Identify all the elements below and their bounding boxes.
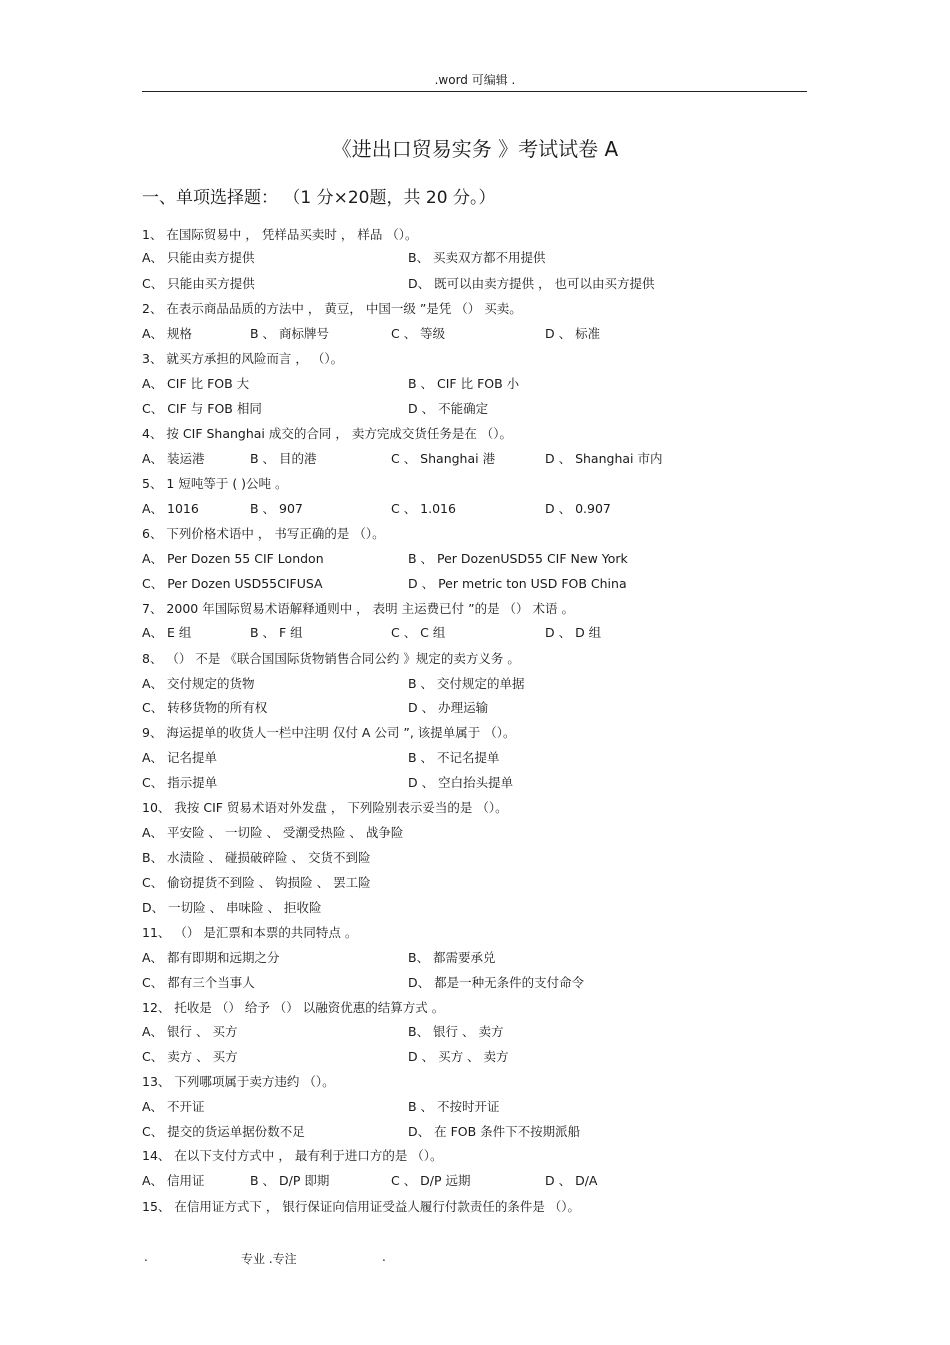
answer-option: A、 Per Dozen 55 CIF London — [142, 551, 324, 566]
question-text: 15、 在信用证方式下 ， 银行保证向信用证受益人履行付款责任的条件是 （）。 — [142, 1199, 581, 1214]
answer-option: D 、 买方 、 卖方 — [408, 1049, 509, 1064]
answer-option: D 、 Shanghai 市内 — [545, 451, 663, 466]
answer-option: A、 都有即期和远期之分 — [142, 950, 280, 965]
answer-option: C、 只能由买方提供 — [142, 276, 255, 291]
question-text: 8、 （） 不是 《联合国国际货物销售合同公约 》规定的卖方义务 。 — [142, 651, 520, 666]
footer-right-dot: . — [382, 1250, 386, 1264]
question-text: 2、 在表示商品品质的方法中 ， 黄豆， 中国一级 ”是凭 （） 买卖。 — [142, 301, 522, 316]
question-text: 6、 下列价格术语中 ， 书写正确的是 （）。 — [142, 526, 385, 541]
answer-option: A、 信用证 — [142, 1173, 205, 1188]
answer-option: B、 都需要承兑 — [408, 950, 496, 965]
answer-option: D 、 办理运输 — [408, 700, 489, 715]
answer-option: D 、 空白抬头提单 — [408, 775, 514, 790]
question-text: 3、 就买方承担的风险而言 ， （）。 — [142, 351, 344, 366]
answer-option: B 、 目的港 — [250, 451, 317, 466]
answer-option: A、 交付规定的货物 — [142, 676, 255, 691]
header-rule — [142, 91, 807, 92]
answer-option: D、 在 FOB 条件下不按期派船 — [408, 1124, 581, 1139]
section-heading: 一、单项选择题： （1 分×20题，共 20 分。） — [142, 188, 496, 208]
answer-option: A、 银行 、 买方 — [142, 1024, 238, 1039]
answer-option: C、 提交的货运单据份数不足 — [142, 1124, 305, 1139]
answer-option: C 、 Shanghai 港 — [391, 451, 496, 466]
footer-left-dot: . — [144, 1250, 148, 1264]
answer-option: B、 买卖双方都不用提供 — [408, 250, 546, 265]
question-text: 5、 1 短吨等于 ( )公吨 。 — [142, 476, 288, 491]
answer-option: D 、 0.907 — [545, 501, 611, 516]
answer-option: D 、 不能确定 — [408, 401, 489, 416]
footer-text: 专业 .专注 — [241, 1252, 297, 1266]
answer-option: C、 CIF 与 FOB 相同 — [142, 401, 262, 416]
answer-option: C、 转移货物的所有权 — [142, 700, 268, 715]
answer-option: D 、 标准 — [545, 326, 601, 341]
question-text: 4、 按 CIF Shanghai 成交的合同 ， 卖方完成交货任务是在 （）。 — [142, 426, 513, 441]
answer-option: C 、 1.016 — [391, 501, 456, 516]
answer-option: B 、 不记名提单 — [408, 750, 500, 765]
answer-option: C、 卖方 、 买方 — [142, 1049, 238, 1064]
answer-option: D、 既可以由卖方提供 ， 也可以由买方提供 — [408, 276, 655, 291]
answer-option: B 、 F 组 — [250, 625, 303, 640]
answer-option: B 、 Per DozenUSD55 CIF New York — [408, 551, 628, 566]
question-text: 13、 下列哪项属于卖方违约 （）。 — [142, 1074, 335, 1089]
answer-option: C 、 C 组 — [391, 625, 446, 640]
question-text: 11、 （） 是汇票和本票的共同特点 。 — [142, 925, 358, 940]
question-text: 1、 在国际贸易中 ， 凭样品买卖时 ， 样品 （）。 — [142, 227, 418, 242]
answer-option: B 、 CIF 比 FOB 小 — [408, 376, 520, 391]
answer-option: A、 装运港 — [142, 451, 205, 466]
question-text: 10、 我按 CIF 贸易术语对外发盘 ， 下列险别表示妥当的是 （）。 — [142, 800, 508, 815]
document-title: 《进出口贸易实务 》考试试卷 A — [331, 137, 619, 161]
answer-option: A、 只能由卖方提供 — [142, 250, 255, 265]
answer-option: A、 不开证 — [142, 1099, 205, 1114]
answer-option: A、 记名提单 — [142, 750, 218, 765]
answer-option: B 、 D/P 即期 — [250, 1173, 330, 1188]
answer-option: C 、 等级 — [391, 326, 446, 341]
answer-option: B 、 商标牌号 — [250, 326, 330, 341]
question-text: 14、 在以下支付方式中 ， 最有利于进口方的是 （）。 — [142, 1148, 443, 1163]
answer-option: C、 都有三个当事人 — [142, 975, 255, 990]
answer-option: C 、 D/P 远期 — [391, 1173, 471, 1188]
answer-option: B、 水渍险 、 碰损破碎险 、 交货不到险 — [142, 850, 371, 865]
answer-option: D 、 D 组 — [545, 625, 602, 640]
answer-option: B、 银行 、 卖方 — [408, 1024, 504, 1039]
answer-option: C、 Per Dozen USD55CIFUSA — [142, 576, 323, 591]
answer-option: B 、 907 — [250, 501, 303, 516]
answer-option: D、 都是一种无条件的支付命令 — [408, 975, 585, 990]
answer-option: A、 平安险 、 一切险 、 受潮受热险 、 战争险 — [142, 825, 404, 840]
question-text: 12、 托收是 （） 给予 （） 以融资优惠的结算方式 。 — [142, 1000, 445, 1015]
answer-option: A、 CIF 比 FOB 大 — [142, 376, 250, 391]
answer-option: A、 E 组 — [142, 625, 192, 640]
answer-option: B 、 交付规定的单据 — [408, 676, 525, 691]
answer-option: D 、 Per metric ton USD FOB China — [408, 576, 627, 591]
answer-option: C、 偷窃提货不到险 、 钩损险 、 罢工险 — [142, 875, 371, 890]
answer-option: C、 指示提单 — [142, 775, 218, 790]
answer-option: D、 一切险 、 串味险 、 拒收险 — [142, 900, 322, 915]
answer-option: A、 规格 — [142, 326, 193, 341]
page-header: .word 可编辑 . — [434, 73, 516, 87]
question-text: 7、 2000 年国际贸易术语解释通则中 ， 表明 主运费已付 ”的是 （） 术语 。 — [142, 601, 575, 616]
answer-option: A、 1016 — [142, 501, 199, 516]
answer-option: B 、 不按时开证 — [408, 1099, 500, 1114]
answer-option: D 、 D/A — [545, 1173, 598, 1188]
question-text: 9、 海运提单的收货人一栏中注明 仅付 A 公司 ”, 该提单属于 （）。 — [142, 725, 516, 740]
